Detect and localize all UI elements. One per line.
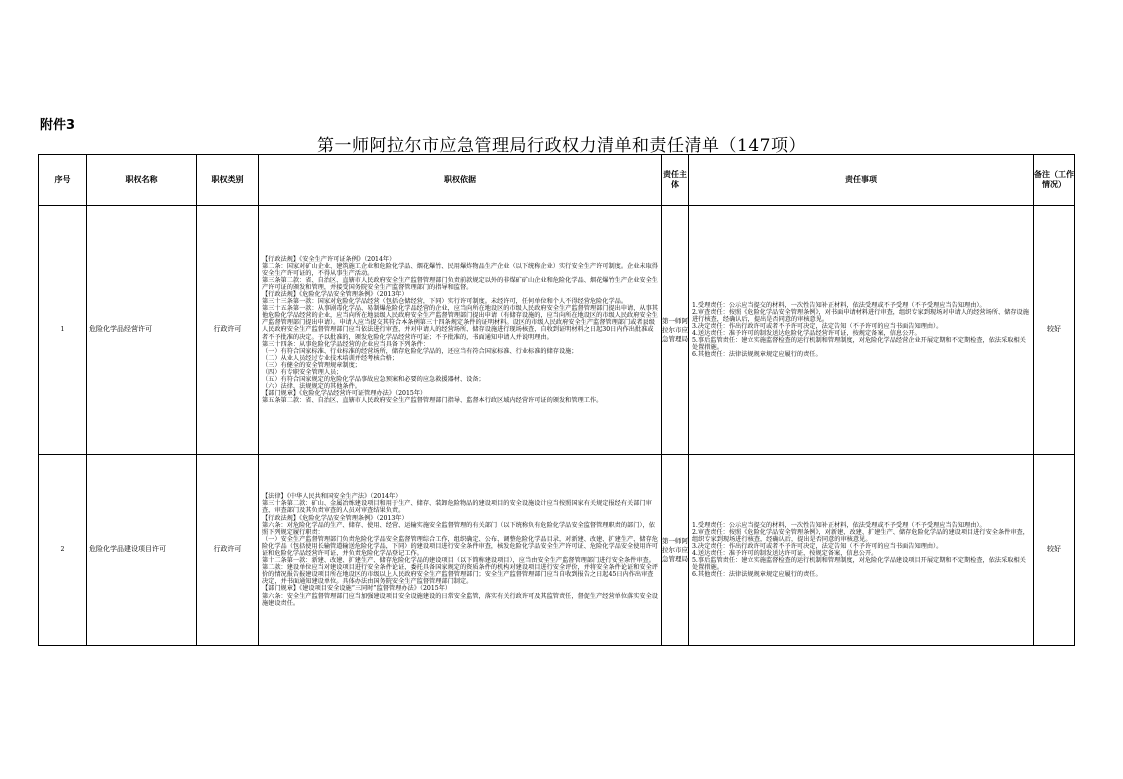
basis-line: 第六条：对危险化学品的生产、储存、使用、经营、运输实施安全监督管理的有关部门（以下统称负有危险化学品安全监督管理职责的部门），依照下列规定履行职责：: [262, 521, 655, 536]
basis-line: 【部门规章】《建设项目安全设施“三同时”监督管理办法》（2015年）: [262, 585, 452, 593]
header-seq: 序号: [39, 155, 87, 206]
basis-line: 第五条第二款：省、自治区、直辖市人民政府安全生产监督管理部门指导、监督本行政区域内经营许可证的颁发和管理工作。: [262, 397, 603, 405]
header-responsibilities: 责任事项: [689, 155, 1034, 206]
row-responsible-subject: 第一师阿拉尔市应急管理局: [662, 206, 689, 455]
basis-line: （六）法律、法规规定的其他条件。: [262, 383, 361, 391]
duty-line: 2.审查责任：按照《危险化学品安全管理条例》，对书面申请材料进行审查，组织专家到现场对申请人的经营场所、储存设施进行核查，经确认后，提出是否同意的审核意见。: [692, 308, 1029, 323]
duty-line: 3.决定责任：作出行政许可或者不予许可决定，法定告知（不予许可的应当书面告知理由）。: [692, 542, 943, 550]
table-row: [39, 206, 1075, 455]
duty-line: 2.审查责任：按照《危险化学品安全管理条例》，对新建、改建、扩建生产、储存危险化学品的建设项目进行安全条件审查，组织专家到现场进行核查，经确认后，提出是否同意的审核意见。: [692, 528, 1029, 543]
basis-line: 【行政法规】《危险化学品安全管理条例》（2013年）: [262, 514, 408, 522]
row-seq: 1: [39, 206, 87, 455]
basis-line: 第十二条第一款：新建、改建、扩建生产、储存危险化学品的建设项目（以下简称建设项目），应当由安全生产监督管理部门进行安全条件审查。: [262, 557, 655, 565]
basis-line: （五）有符合国家规定的危险化学品事故应急预案和必要的应急救援器材、设备；: [262, 376, 485, 384]
row-remarks: 较好: [1034, 455, 1075, 646]
table-header-row: [39, 155, 1075, 206]
basis-line: 第三十条第二款：矿山、金属冶炼建设项目和用于生产、储存、装卸危险物品的建设项目的安全设施设计应当按照国家有关规定报经有关部门审查，审查部门及其负责审查的人员对审查结果负责。: [262, 500, 652, 515]
duty-line: 1.受理责任：公示应当提交的材料，一次性告知补正材料，依法受理或不予受理（不予受理应当告知理由）。: [692, 521, 986, 529]
basis-line: （三）有健全的安全管理规章制度；: [262, 361, 361, 369]
basis-line: （二）从业人员经过专业技术培训并经考核合格；: [262, 354, 399, 362]
header-power-basis: 职权依据: [259, 155, 662, 206]
basis-line: 第六条：安全生产监督管理部门应当加强建设项目安全设施建设的日常安全监管，落实有关行政许可及其监管责任，督促生产经营单位落实安全设施建设责任。: [262, 592, 658, 607]
basis-line: （一）安全生产监督管理部门负责危险化学品安全监督管理综合工作，组织确定、公布、调整危险化学品目录，对新建、改建、扩建生产、储存危险化学品（包括使用长输管道输送危险化学品，下同）的建设项目进行安全条件审查，核发危险化学品安全生产许可证、危险化学品安全使用许可证和危险化学品经营许可证，并负责危险化学品登记工作。: [262, 535, 658, 557]
basis-line: （一）有符合国家标准、行业标准的经营场所，储存危险化学品的，还应当有符合国家标准、行业标准的储存设施；: [262, 347, 578, 355]
duty-line: 4.送达责任：准予许可的制发送达危险化学品经营许可证，按规定备案，信息公开。: [692, 330, 921, 337]
basis-line: 第二款：建设单位应当对建设项目进行安全条件论证，委托具备国家规定的资质条件的机构对建设项目进行安全评价，并将安全条件论证和安全评价的情况报告报建设项目所在地设区的市级以上人民政府安全生产监督管理部门；安全生产监督管理部门应当自收到报告之日起45日内作出审查决定，并书面通知建设单位。具体办法由国务院安全生产监督管理部门制定。: [262, 564, 658, 586]
duty-line: 4.送达责任：准予许可的制发送达许可证，按规定备案，信息公开。: [692, 550, 878, 557]
row-power-basis: [259, 206, 662, 455]
row-responsibilities: [689, 455, 1034, 646]
row-power-basis: [259, 455, 662, 646]
duty-line: 3.决定责任：作出行政许可或者不予许可决定，法定告知（不予许可的应当书面告知理由）。: [692, 322, 943, 330]
basis-line: 【法律】《中华人民共和国安全生产法》（2014年）: [262, 493, 402, 501]
page-title: 第一师阿拉尔市应急管理局行政权力清单和责任清单（147项）: [317, 136, 806, 156]
table-row: [39, 455, 1075, 646]
basis-line: 【部门规章】《危险化学品经营许可证管理办法》（2015年）: [262, 390, 427, 398]
header-power-category: 职权类别: [197, 155, 259, 206]
attachment-label: 附件3: [40, 118, 76, 133]
power-responsibility-table: [38, 154, 1075, 646]
basis-line: 第二条：国家对矿山企业、建筑施工企业和危险化学品、烟花爆竹、民用爆炸物品生产企业（以下统称企业）实行安全生产许可制度。企业未取得安全生产许可证的，不得从事生产活动。: [262, 262, 658, 277]
duty-line: 6.其他责任：法律法规规章规定应履行的责任。: [692, 571, 822, 579]
duty-line: 1.受理责任：公示应当提交的材料，一次性告知补正材料，依法受理或不予受理（不予受理应当告知理由）。: [692, 301, 986, 309]
duty-line: 5.事后监管责任：建立实施监督检查的运行机制和管理制度，对危险化学品经营企业开展定期和不定期检查，依法采取相关处置措施。: [692, 337, 1026, 352]
basis-line: 【行政法规】《危险化学品安全管理条例》（2013年）: [262, 290, 408, 298]
duty-line: 6.其他责任：法律法规规章规定应履行的责任。: [692, 351, 822, 359]
row-power-category: 行政许可: [197, 455, 259, 646]
header-responsible-subject: 责任主体: [662, 155, 689, 206]
header-remarks: 备注（工作情况）: [1034, 155, 1075, 206]
duty-line: 5.事后监管责任：建立实施监督检查的运行机制和管理制度，对危险化学品建设项目开展定期和不定期检查，依法采取相关处置措施。: [692, 557, 1026, 572]
row-power-category: 行政许可: [197, 206, 259, 455]
basis-line: 【行政法规】《安全生产许可证条例》（2014年）: [262, 255, 396, 263]
header-power-name: 职权名称: [87, 155, 197, 206]
row-seq: 2: [39, 455, 87, 646]
basis-line: 第三十三条第一款：国家对危险化学品经营（包括仓储经营，下同）实行许可制度。未经许可，任何单位和个人不得经营危险化学品。: [262, 298, 628, 306]
row-responsible-subject: 第一师阿拉尔市应急管理局: [662, 455, 689, 646]
basis-line: 第三十四条：从事危险化学品经营的企业应当具备下列条件：: [262, 340, 430, 348]
row-power-name: 危险化学品经营许可: [87, 206, 197, 455]
row-power-name: 危险化学品建设项目许可: [87, 455, 197, 646]
basis-line: 第三条第二款：省、自治区、直辖市人民政府安全生产监督管理部门负责前款规定以外的非煤矿矿山企业和危险化学品、烟花爆竹生产企业安全生产许可证的颁发和管理，并接受国务院安全生产监督管理部门的指导和监督。: [262, 276, 658, 291]
basis-line: （四）有专职安全管理人员；: [262, 369, 343, 377]
row-remarks: 较好: [1034, 206, 1075, 455]
basis-line: 第三十五条第一款：从事剧毒化学品、易制爆危险化学品经营的企业，应当向所在地设区的市级人民政府安全生产监督管理部门提出申请，从事其他危险化学品经营的企业，应当向所在地县级人民政府安全生产监督管理部门提出申请（有储存设施的，应当向所在地设区的市级人民政府安全生产监督管理部门提出申请）。申请人应当提交其符合本条例第三十四条规定条件的证明材料。设区的市级人民政府安全生产监督管理部门或者县级人民政府安全生产监督管理部门应当依法进行审查，并对申请人的经营场所、储存设施进行现场核查，自收到证明材料之日起30日内作出批准或者不予批准的决定。予以批准的，颁发危险化学品经营许可证；不予批准的，书面通知申请人并说明理由。: [262, 305, 658, 341]
row-responsibilities: [689, 206, 1034, 455]
